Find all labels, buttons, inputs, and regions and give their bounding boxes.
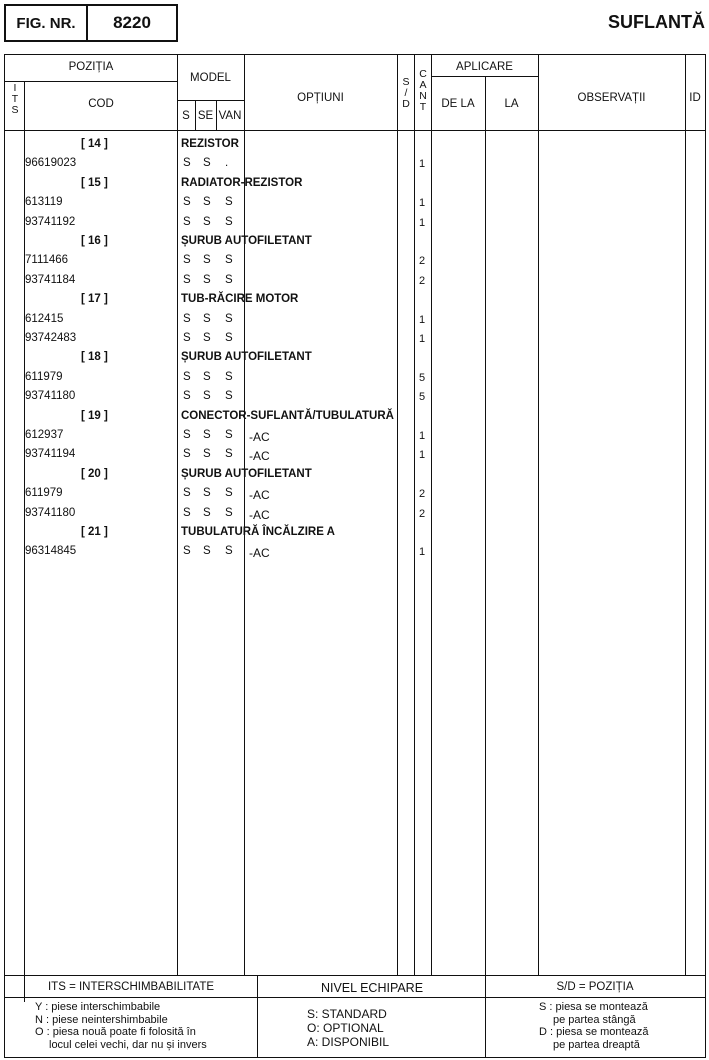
footer-sd-title: S/D = POZIȚIA: [556, 981, 634, 993]
col-pozitia: POZIȚIA: [68, 61, 114, 73]
legend-line: N : piese neintershimbabile: [35, 1013, 168, 1026]
part-group-name: REZISTOR: [181, 138, 239, 150]
model-van-flag: S: [225, 448, 233, 461]
position-number: [ 19 ]: [81, 409, 108, 422]
part-code: 613119: [25, 196, 63, 209]
option-value: -AC: [249, 449, 270, 464]
model-se-flag: S: [203, 390, 211, 403]
model-van-flag: S: [225, 487, 233, 500]
model-s-flag: S: [183, 273, 191, 286]
figure-number-box: [4, 4, 178, 42]
part-group-name: TUB-RĂCIRE MOTOR: [181, 293, 299, 306]
part-code: 93741180: [25, 506, 76, 519]
model-s-flag: S: [183, 254, 191, 267]
option-value: -AC: [249, 488, 270, 503]
part-code: 612415: [25, 312, 64, 325]
model-se-flag: S: [203, 312, 211, 325]
model-s-flag: S: [183, 370, 191, 383]
model-s-flag: S: [183, 215, 191, 228]
model-se-flag: S: [203, 429, 211, 441]
part-group-name: ȘURUB AUTOFILETANT: [181, 235, 312, 247]
quantity: 2: [419, 255, 426, 268]
option-value: -AC: [249, 546, 270, 561]
quantity: 1: [419, 158, 426, 171]
legend-line: O: OPTIONAL: [307, 1021, 384, 1035]
figure-number: 8220: [113, 13, 151, 32]
model-s-flag: S: [183, 545, 191, 558]
quantity: 2: [419, 488, 426, 501]
legend-line: S: STANDARD: [307, 1007, 387, 1021]
part-group-name: ȘURUB AUTOFILETANT: [181, 467, 312, 480]
group-row: [5, 135, 705, 154]
quantity: 1: [419, 197, 426, 210]
col-optiuni: OPȚIUNI: [297, 92, 344, 104]
footer-sd-legend: [539, 1001, 648, 1051]
header-bottom-line: [5, 130, 705, 131]
divider: [5, 81, 177, 82]
table-row: [5, 251, 705, 270]
part-group-name: CONECTOR-SUFLANTĂ/TUBULATURĂ: [181, 409, 394, 422]
table-row: [5, 504, 705, 523]
part-code: 611979: [25, 487, 63, 500]
quantity: 1: [419, 546, 426, 559]
model-van-flag: S: [225, 545, 233, 558]
quantity: 2: [419, 274, 426, 287]
group-row: [5, 174, 705, 193]
col-id: ID: [689, 92, 701, 104]
table-row: [5, 213, 705, 232]
table-row: [5, 310, 705, 329]
figure-label: FIG. NR.: [6, 6, 88, 40]
legend-line: D : piesa se montează: [539, 1026, 649, 1038]
col-la: LA: [504, 98, 519, 110]
quantity: 2: [419, 507, 426, 520]
model-s-flag: S: [183, 157, 191, 170]
quantity: 1: [419, 449, 426, 462]
model-s-flag: S: [183, 312, 191, 325]
model-s-flag: S: [183, 332, 191, 344]
group-row: [5, 290, 705, 309]
part-code: 93741180: [25, 390, 76, 403]
table-row: [5, 484, 705, 503]
model-van-flag: S: [225, 390, 233, 403]
model-van-flag: S: [225, 429, 233, 441]
position-number: [ 15 ]: [81, 176, 108, 189]
model-van-flag: .: [225, 157, 229, 170]
model-s-flag: S: [183, 448, 191, 461]
col-cant: C A N T: [419, 68, 427, 113]
model-s-flag: S: [183, 487, 191, 500]
option-value: -AC: [249, 507, 270, 522]
part-code: 93742483: [25, 332, 77, 344]
model-van-flag: S: [225, 196, 233, 209]
part-code: 611979: [25, 370, 63, 383]
model-se-flag: S: [203, 254, 211, 267]
model-se-flag: S: [203, 196, 211, 209]
model-se-flag: S: [203, 157, 211, 170]
footer-its-legend: [35, 1001, 207, 1051]
model-se-flag: S: [203, 545, 211, 558]
legend-line: A: DISPONIBIL: [307, 1035, 390, 1049]
col-model-s: S: [182, 110, 190, 122]
quantity: 1: [419, 333, 426, 345]
model-van-flag: S: [225, 506, 233, 519]
legend-line: Y : piese interschimbabile: [35, 1001, 161, 1013]
option-value: -AC: [249, 430, 270, 444]
position-number: [ 18 ]: [81, 351, 108, 364]
part-group-name: ȘURUB AUTOFILETANT: [181, 351, 312, 364]
model-se-flag: S: [203, 448, 211, 461]
position-number: [ 14 ]: [81, 138, 108, 150]
table-row: [5, 445, 705, 464]
table-row: [5, 271, 705, 290]
model-van-flag: S: [225, 273, 233, 286]
footer-its-title: ITS = INTERSCHIMBABILITATE: [47, 981, 215, 993]
divider: [257, 975, 258, 1057]
footer-nivel-legend: [307, 1007, 389, 1049]
group-row: [5, 523, 705, 542]
table-row: [5, 193, 705, 212]
page-title: SUFLANTĂ: [608, 12, 705, 32]
col-aplicare: APLICARE: [456, 61, 513, 73]
legend-line: locul celei vechi, dar nu și invers: [49, 1038, 207, 1051]
divider: [177, 100, 244, 101]
part-code: 7111466: [25, 254, 69, 267]
col-its: I T S: [11, 82, 19, 116]
model-van-flag: S: [225, 215, 233, 228]
parts-table: [4, 54, 706, 1058]
model-se-flag: S: [203, 370, 211, 383]
footer-top-line: [5, 975, 705, 976]
quantity: 1: [419, 430, 426, 442]
model-van-flag: S: [225, 312, 233, 325]
col-model-van: VAN: [218, 110, 242, 122]
part-group-name: RADIATOR-REZISTOR: [181, 176, 303, 189]
part-code: 96314845: [25, 545, 77, 558]
col-model: MODEL: [190, 72, 231, 84]
model-s-flag: S: [183, 506, 191, 519]
legend-line: pe partea stângă: [553, 1013, 636, 1026]
part-code: 93741194: [25, 448, 76, 461]
part-code: 612937: [25, 429, 64, 441]
model-se-flag: S: [203, 215, 211, 228]
legend-line: O : piesa nouă poate fi folosită în: [35, 1026, 196, 1038]
model-se-flag: S: [203, 487, 211, 500]
quantity: 5: [419, 391, 426, 404]
part-code: 93741184: [25, 273, 76, 286]
table-row: [5, 387, 705, 406]
position-number: [ 21 ]: [81, 526, 108, 538]
position-number: [ 16 ]: [81, 235, 108, 247]
table-row: [5, 542, 705, 561]
table-row: [5, 368, 705, 387]
legend-line: S : piesa se montează: [539, 1001, 648, 1013]
quantity: 1: [419, 313, 426, 326]
group-row: [5, 465, 705, 484]
position-number: [ 20 ]: [81, 467, 108, 480]
position-number: [ 17 ]: [81, 293, 108, 306]
footer-divider: [5, 997, 705, 998]
group-row: [5, 348, 705, 367]
model-van-flag: S: [225, 370, 233, 383]
col-sd: S / D: [402, 76, 410, 110]
model-van-flag: S: [225, 254, 233, 267]
group-row: [5, 232, 705, 251]
model-se-flag: S: [203, 506, 211, 519]
part-code: 93741192: [25, 215, 76, 228]
table-row: [5, 154, 705, 173]
model-s-flag: S: [183, 390, 191, 403]
divider: [431, 76, 538, 77]
group-row: [5, 407, 705, 426]
model-s-flag: S: [183, 429, 191, 441]
col-model-se: SE: [197, 110, 214, 122]
model-s-flag: S: [183, 196, 191, 209]
model-se-flag: S: [203, 273, 211, 286]
quantity: 5: [419, 371, 426, 384]
model-se-flag: S: [203, 332, 211, 344]
table-row: [5, 329, 705, 348]
table-row: [5, 426, 705, 445]
legend-line: pe partea dreaptă: [553, 1038, 640, 1051]
part-group-name: TUBULATURĂ ÎNCĂLZIRE A: [181, 526, 335, 538]
quantity: 1: [419, 216, 426, 229]
part-code: 96619023: [25, 157, 77, 170]
col-de-la: DE LA: [441, 98, 475, 110]
col-observatii: OBSERVAȚII: [577, 92, 646, 104]
footer-nivel-title: NIVEL ECHIPARE: [320, 981, 424, 995]
col-cod: COD: [88, 98, 114, 110]
model-van-flag: S: [225, 332, 233, 344]
